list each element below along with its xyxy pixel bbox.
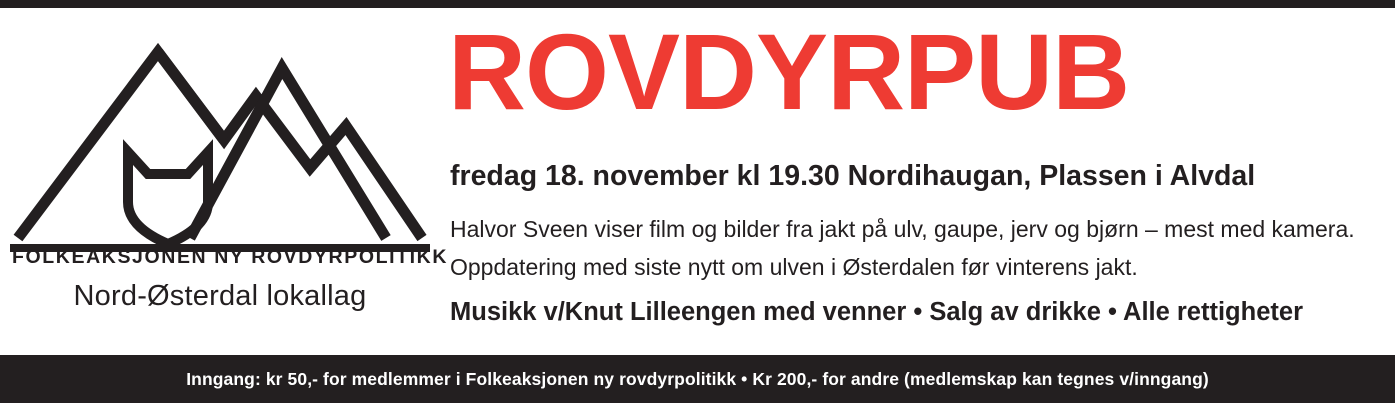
event-description-line-2: Oppdatering med siste nytt om ulven i Østerdalen før vinterens jakt. [450, 254, 1138, 280]
admission-banner [0, 355, 1395, 403]
event-description-line-1: Halvor Sveen viser film og bilder fra jakt på ulv, gaupe, jerv og bjørn – mest med kamera. [450, 216, 1355, 242]
event-datetime-venue: fredag 18. november kl 19.30 Nordihaugan, Plassen i Alvdal [450, 160, 1256, 192]
top-divider-rule [0, 0, 1395, 8]
text-column [440, 8, 1395, 355]
mountains-with-fox-shield-logo-icon [10, 22, 449, 272]
poster-content [0, 8, 1395, 355]
logo-organization-name: FOLKEAKSJONEN NY ROVDYRPOLITIKK [12, 246, 449, 268]
event-extras-tagline: Musikk v/Knut Lilleengen med venner • Salg av drikke • Alle rettigheter [450, 298, 1303, 326]
logo-column [0, 8, 449, 355]
admission-banner-text: Inngang: kr 50,- for medlemmer i Folkeaksjonen ny rovdyrpolitikk • Kr 200,- for andre (medlemskap kan tegnes v/inngang) [186, 368, 1209, 389]
logo-local-chapter: Nord-Østerdal lokallag [73, 280, 367, 312]
event-headline: ROVDYRPUB [448, 11, 1130, 132]
